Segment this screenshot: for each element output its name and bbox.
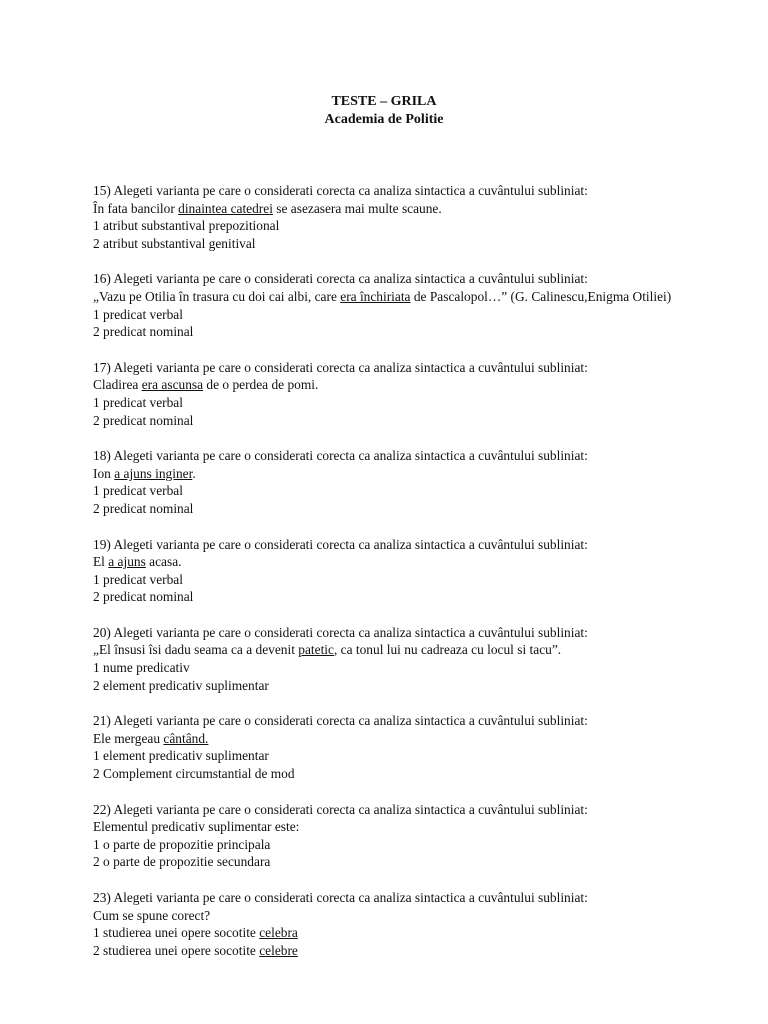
sentence-text: de o perdea de pomi. [203,377,319,393]
question-sentence [93,641,693,659]
answer-option-2 [93,942,693,960]
answer-option-2: 2 atribut substantival genitival [93,235,256,251]
answer-option-2: 2 predicat nominal [93,589,194,605]
underlined-phrase: patetic [298,642,334,658]
document-header [0,93,768,129]
question-prompt: 21) Alegeti varianta pe care o considerati corecta ca analiza sintactica a cuvântului subliniat: [93,713,588,729]
question-sentence [93,553,693,571]
question-sentence [93,730,693,748]
answer-option-2: 2 predicat nominal [93,412,194,428]
question-15 [93,182,693,252]
question-prompt: 19) Alegeti varianta pe care o considerati corecta ca analiza sintactica a cuvântului subliniat: [93,536,588,552]
sentence-text: El [93,554,109,570]
underlined-phrase: era ascunsa [141,377,204,393]
option-text: 1 studierea unei opere socotite [93,925,260,941]
sentence-text: . [192,465,196,481]
answer-option-1: 1 o parte de propozitie principala [93,836,271,852]
question-prompt: 23) Alegeti varianta pe care o considerati corecta ca analiza sintactica a cuvântului subliniat: [93,890,588,905]
underlined-phrase: celebra [259,925,298,941]
answer-option-2: 2 Complement circumstantial de mod [93,766,295,782]
sentence-text: se asezasera mai multe scaune. [272,200,442,216]
question-sentence [93,465,693,483]
underlined-phrase: cântând. [163,730,209,746]
sentence-text: În fata bancilor [93,200,179,216]
sentence-text: „El însusi îsi dadu seama ca a devenit [93,642,299,658]
question-sentence [93,288,693,306]
document-title: TESTE – GRILA [331,94,437,109]
question-21 [93,712,693,782]
answer-option-1: 1 predicat verbal [93,306,183,322]
sentence-text: Ion [93,465,115,481]
underlined-phrase: a ajuns [108,554,146,570]
question-prompt: 17) Alegeti varianta pe care o considerati corecta ca analiza sintactica a cuvântului subliniat: [93,359,588,375]
answer-option-1 [93,924,693,942]
question-prompt: 16) Alegeti varianta pe care o considerati corecta ca analiza sintactica a cuvântului subliniat: [93,271,588,287]
question-19 [93,536,693,606]
answer-option-1: 1 nume predicativ [93,660,190,676]
underlined-phrase: a ajuns inginer [114,465,193,481]
question-list [93,182,693,977]
answer-option-1: 1 atribut substantival prepozitional [93,218,280,234]
question-18 [93,447,693,517]
answer-option-2: 2 o parte de propozitie secundara [93,854,271,870]
question-20 [93,624,693,694]
sentence-text: Cladirea [93,377,142,393]
question-17 [93,359,693,429]
question-16 [93,270,693,340]
sentence-text: , ca tonul lui nu cadreaza cu locul si tacu”. [333,642,562,658]
sentence-text: „Vazu pe Otilia în trasura cu doi cai albi, care [93,288,341,304]
answer-option-1: 1 predicat verbal [93,394,183,410]
question-prompt: 15) Alegeti varianta pe care o considerati corecta ca analiza sintactica a cuvântului subliniat: [93,183,588,198]
question-23 [93,889,693,959]
answer-option-2: 2 predicat nominal [93,324,194,340]
sentence-text: Elementul predicativ suplimentar este: [93,819,300,835]
question-prompt: 22) Alegeti varianta pe care o considerati corecta ca analiza sintactica a cuvântului subliniat: [93,801,588,817]
underlined-phrase: dinaintea catedrei [178,200,273,216]
question-prompt: 18) Alegeti varianta pe care o considerati corecta ca analiza sintactica a cuvântului subliniat: [93,448,588,464]
answer-option-2: 2 predicat nominal [93,500,194,516]
question-sentence [93,818,693,836]
question-sentence [93,200,693,218]
sentence-text: acasa. [145,554,182,570]
sentence-text: Ele mergeau [93,730,164,746]
answer-option-1: 1 predicat verbal [93,483,183,499]
sentence-text: de Pascalopol…” (G. Calinescu,Enigma Otiliei) [410,288,672,304]
answer-option-2: 2 element predicativ suplimentar [93,677,269,693]
question-prompt: 20) Alegeti varianta pe care o considerati corecta ca analiza sintactica a cuvântului subliniat: [93,624,588,640]
document-subtitle: Academia de Politie [324,112,444,127]
option-text: 2 studierea unei opere socotite [93,942,260,958]
answer-option-1: 1 element predicativ suplimentar [93,748,269,764]
question-sentence [93,376,693,394]
underlined-phrase: era închiriata [340,288,411,304]
question-sentence: Cum se spune corect? [93,907,211,923]
answer-option-1: 1 predicat verbal [93,571,183,587]
question-22 [93,801,693,871]
underlined-phrase: celebre [259,942,298,958]
